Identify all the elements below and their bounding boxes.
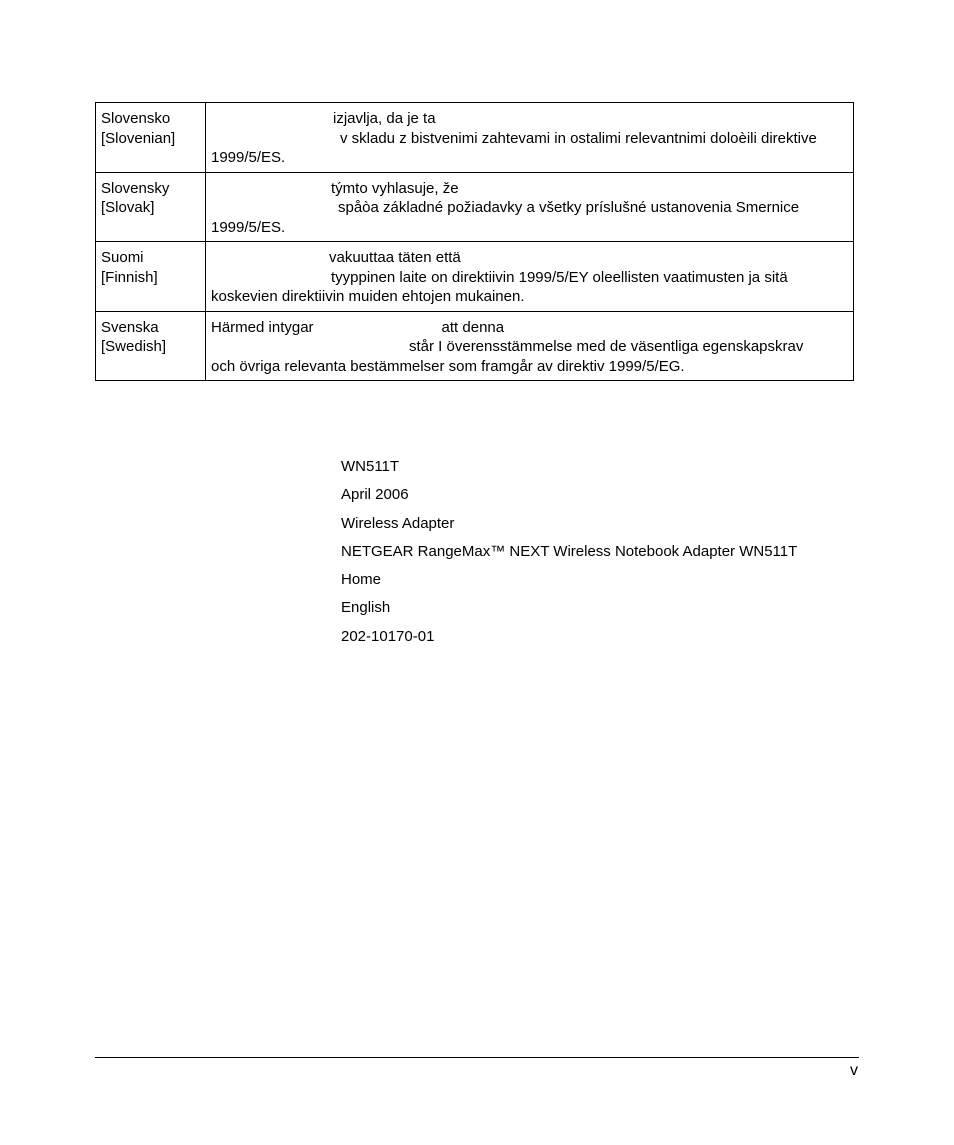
- product-model: WN511T: [341, 458, 400, 475]
- language-cell: [96, 172, 206, 242]
- declaration-line: v skladu z bistvenimi zahtevami in ostalimi relevantnimi doloèili direktive: [340, 129, 817, 147]
- language: English: [341, 599, 391, 617]
- declaration-line: och övriga relevanta bestämmelser som framgår av direktiv 1999/5/EG.: [211, 357, 685, 375]
- language-english-name: [Slovak]: [101, 199, 155, 216]
- part-number: 202-10170-01: [341, 627, 435, 645]
- declaration-line: [211, 318, 853, 338]
- declaration-text-cell: [206, 172, 854, 242]
- declaration-fragment: att denna: [441, 318, 505, 336]
- language-english-name: [Finnish]: [101, 268, 158, 286]
- language-english-name: [Swedish]: [101, 338, 167, 355]
- declaration-line: tyyppinen laite on direktiivin 1999/5/EY oleellisten vaatimusten ja sitä: [331, 268, 788, 286]
- language-name: Svenska: [101, 318, 159, 336]
- table-row: [96, 311, 854, 381]
- table-row: [96, 172, 854, 242]
- declaration-line: står I överensstämmelse med de väsentliga egenskapskrav: [409, 338, 804, 355]
- language-name: Slovensko: [101, 110, 171, 127]
- declaration-text-cell: [206, 311, 854, 381]
- product-name: NETGEAR RangeMax™ NEXT Wireless Notebook Adapter WN511T: [341, 542, 798, 560]
- language-cell: [96, 311, 206, 381]
- table-row: [96, 242, 854, 312]
- declaration-line: 1999/5/ES.: [211, 149, 286, 166]
- product-category: Home: [341, 571, 382, 589]
- table-row: [96, 103, 854, 173]
- declaration-line: izjavlja, da je ta: [333, 110, 436, 127]
- product-info-list: [341, 457, 797, 655]
- language-name: Suomi: [101, 249, 144, 266]
- declaration-line: týmto vyhlasuje, že: [331, 179, 459, 197]
- language-name: Slovensky: [101, 179, 170, 197]
- language-english-name: [Slovenian]: [101, 129, 176, 147]
- language-cell: [96, 242, 206, 312]
- declaration-line: koskevien direktiivin muiden ehtojen mukainen.: [211, 288, 525, 305]
- declaration-fragment: Härmed intygar: [211, 318, 314, 336]
- product-family: Wireless Adapter: [341, 514, 455, 532]
- page-number: v: [850, 1062, 858, 1079]
- language-cell: [96, 103, 206, 173]
- footer-divider: [95, 1057, 859, 1058]
- declaration-line: vakuuttaa täten että: [329, 249, 461, 266]
- declaration-table: [95, 102, 854, 381]
- publication-date: April 2006: [341, 486, 409, 504]
- declaration-line: 1999/5/ES.: [211, 218, 286, 236]
- declaration-text-cell: [206, 103, 854, 173]
- declaration-line: spåòa základné požiadavky a všetky príslušné ustanovenia Smernice: [338, 199, 800, 216]
- declaration-text-cell: [206, 242, 854, 312]
